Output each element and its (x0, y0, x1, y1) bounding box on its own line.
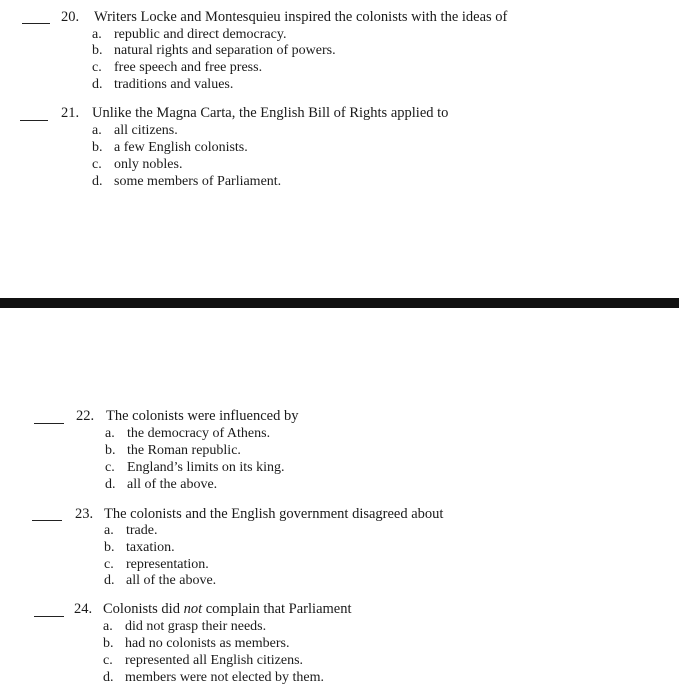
page-divider (0, 298, 679, 308)
option-letter: b. (92, 140, 103, 155)
option-text: all of the above. (126, 573, 217, 588)
option-a (105, 425, 270, 442)
option-letter: c. (103, 653, 113, 668)
question-text: The colonists were influenced by (106, 408, 299, 424)
option-a (92, 122, 178, 139)
option-text: the democracy of Athens. (127, 426, 271, 441)
question-number: 21. (61, 105, 80, 121)
question-text: The colonists and the English government disagreed about (104, 506, 444, 522)
option-b (104, 539, 175, 556)
question-number: 23. (75, 506, 94, 522)
option-a (104, 522, 157, 539)
option-text: natural rights and separation of powers. (114, 43, 336, 58)
option-a (92, 26, 286, 43)
option-letter: a. (103, 619, 113, 634)
option-text: represented all English citizens. (125, 653, 304, 668)
option-d (92, 76, 233, 93)
question-number: 20. (61, 9, 80, 25)
option-c (104, 556, 209, 573)
option-text: had no colonists as members. (125, 636, 290, 651)
question-text-emphasis: not (183, 601, 203, 617)
option-letter: c. (104, 557, 114, 572)
option-b (92, 139, 248, 156)
option-text: free speech and free press. (114, 60, 263, 75)
answer-blank[interactable] (34, 423, 64, 424)
option-text: all citizens. (114, 123, 178, 138)
option-text: taxation. (126, 540, 175, 555)
question-text-start: Colonists did (103, 601, 180, 617)
option-d (103, 669, 324, 686)
option-text: only nobles. (114, 157, 183, 172)
question-number: 24. (74, 601, 93, 617)
option-letter: b. (104, 540, 115, 555)
option-letter: d. (104, 573, 115, 588)
option-b (105, 442, 241, 459)
option-letter: d. (105, 477, 116, 492)
option-b (103, 635, 289, 652)
option-letter: a. (104, 523, 114, 538)
option-text: some members of Parliament. (114, 174, 282, 189)
question-text-end: complain that Parliament (205, 601, 352, 617)
question-text: Writers Locke and Montesquieu inspired the colonists with the ideas of (94, 9, 508, 25)
option-letter: b. (105, 443, 116, 458)
question-text (103, 601, 352, 618)
option-d (92, 173, 281, 190)
answer-blank[interactable] (32, 520, 62, 521)
option-letter: b. (103, 636, 114, 651)
option-letter: d. (92, 174, 103, 189)
option-letter: d. (103, 670, 114, 685)
answer-blank[interactable] (20, 120, 48, 121)
option-text: representation. (126, 557, 209, 572)
option-c (92, 156, 182, 173)
option-letter: c. (92, 157, 102, 172)
option-letter: c. (105, 460, 115, 475)
option-text: England’s limits on its king. (127, 460, 285, 475)
option-text: did not grasp their needs. (125, 619, 267, 634)
question-number: 22. (76, 408, 95, 424)
option-b (92, 42, 336, 59)
option-text: members were not elected by them. (125, 670, 325, 685)
option-c (105, 459, 285, 476)
option-text: trade. (126, 523, 158, 538)
option-letter: b. (92, 43, 103, 58)
option-a (103, 618, 266, 635)
option-text: traditions and values. (114, 77, 234, 92)
question-text: Unlike the Magna Carta, the English Bill of Rights applied to (92, 105, 449, 121)
option-d (104, 572, 216, 589)
answer-blank[interactable] (22, 23, 50, 24)
option-letter: a. (92, 123, 102, 138)
option-d (105, 476, 217, 493)
option-c (92, 59, 262, 76)
option-text: the Roman republic. (127, 443, 241, 458)
option-letter: a. (92, 27, 102, 42)
option-text: a few English colonists. (114, 140, 248, 155)
option-text: republic and direct democracy. (114, 27, 287, 42)
option-letter: d. (92, 77, 103, 92)
option-text: all of the above. (127, 477, 218, 492)
option-c (103, 652, 303, 669)
option-letter: a. (105, 426, 115, 441)
answer-blank[interactable] (34, 616, 64, 617)
option-letter: c. (92, 60, 102, 75)
